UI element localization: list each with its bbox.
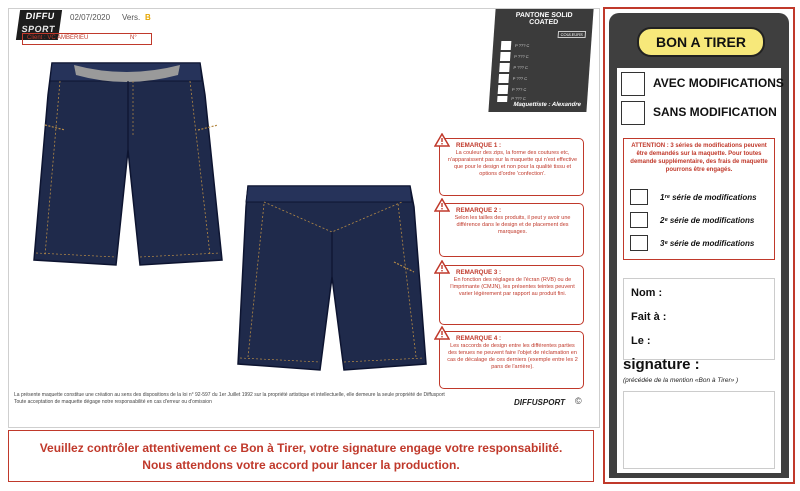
- attention-box: [623, 138, 775, 260]
- pantone-swatch: [500, 52, 511, 61]
- pantone-swatch: [497, 96, 507, 102]
- remark-body: Selon les tailles des produits, il peut y avoir une différence dans le design et de placement des marquages.: [454, 215, 571, 235]
- attention-text: ATTENTION : 3 séries de modifications peuvent être demandés sur la maquette. Pour toutes demande supplémentaire, des frais de maquette pourrons être engagés.: [630, 143, 768, 173]
- panel-background: [609, 13, 789, 478]
- remark-body: Les raccords de design entre les différentes parties des tenues ne peuvent faire l'objet de réclamation en cas de décalage de ces derniers (exemple entre les 2 pans de l'arrière).: [447, 343, 578, 370]
- date-label: Le :: [631, 335, 651, 347]
- series-1-checkbox[interactable]: [630, 189, 648, 205]
- diffusport-logo: DIFFU SPORT: [16, 10, 62, 40]
- remark-title: REMARQUE 2 :: [456, 207, 502, 214]
- remark-title: REMARQUE 4 :: [456, 335, 502, 342]
- pantone-title: PANTONE SOLID COATED: [515, 12, 573, 26]
- pantone-swatch: [498, 74, 509, 83]
- pantone-swatch-label: P ??? C: [514, 54, 529, 59]
- approval-form: [617, 68, 784, 473]
- pantone-box: [488, 9, 593, 112]
- without-modification-label: SANS MODIFICATION: [653, 105, 777, 119]
- pantone-swatch-label: P ??? C: [511, 96, 526, 101]
- copyright-symbol: ©: [575, 396, 582, 406]
- remark-body: La couleur des zips, la forme des coutures etc, n'apparaissent pas sur la maquette qui n'est effective que pour le design et non pour la qualité tissu et options d'ordre 'confection'.: [447, 150, 578, 177]
- remark-title: REMARQUE 1 :: [456, 142, 502, 149]
- warning-icon: [434, 260, 450, 274]
- bon-a-tirer-title: BON A TIRER: [637, 27, 765, 57]
- banner-line-1: Veuillez contrôler attentivement ce Bon à Tirer, votre signature engage votre responsabilité.: [39, 441, 563, 455]
- signature-note: (précédée de la mention «Bon à Tirer» ): [623, 377, 739, 384]
- pantone-swatch-label: P ??? C: [512, 76, 528, 81]
- series-2-checkbox[interactable]: [630, 212, 648, 228]
- bon-a-tirer-panel: [603, 7, 795, 484]
- series-1-label: 1ʳᵉ série de modifications: [660, 193, 757, 202]
- pantone-swatch: [498, 85, 509, 94]
- remark-title: REMARQUE 3 :: [456, 269, 502, 276]
- designer-label: Maquettiste : Alexandre: [513, 102, 582, 108]
- pantone-subtitle: COULEURS: [557, 31, 586, 38]
- client-label: Client : VC AMBERIEU: [27, 35, 89, 41]
- remark-box-4: [439, 331, 584, 389]
- series-3-label: 3ᵉ série de modifications: [660, 239, 755, 248]
- version-value: B: [145, 13, 151, 22]
- warning-icon: [434, 198, 450, 212]
- name-label: Nom :: [631, 287, 663, 299]
- legal-line-1: La présente maquette constitue une création au sens des dispositions de la loi n° 92-597 du 1er Juillet 1992 sur la propriété artistique et intellectuelle, elle demeure la seule propriété de Diffusport: [14, 392, 445, 398]
- remark-body: En fonction des réglages de l'écran (RVB) ou de l'imprimante (CMJN), les présentes teintes peuvent varier légèrement par rapport au produit fini.: [450, 277, 575, 297]
- shorts-back-illustration: [234, 182, 429, 377]
- without-modification-checkbox[interactable]: [621, 101, 645, 125]
- remark-box-1: [439, 138, 584, 196]
- series-3-checkbox[interactable]: [630, 235, 648, 251]
- legal-notice: [14, 392, 554, 406]
- place-label: Fait à :: [631, 311, 667, 323]
- pantone-swatch: [501, 41, 512, 50]
- warning-icon: [434, 133, 450, 147]
- signature-title: signature :: [623, 356, 700, 373]
- remark-box-3: [439, 265, 584, 325]
- legal-line-2: Toute acceptation de maquette dégage notre responsabilité en cas d'erreur ou d'omission: [14, 399, 212, 405]
- pantone-swatch-label: P ??? C: [511, 87, 527, 92]
- version-label: Vers.: [122, 13, 141, 22]
- signature-field[interactable]: [623, 391, 775, 469]
- responsibility-banner: [8, 430, 594, 482]
- remark-box-2: [439, 203, 584, 257]
- mockup-date: 02/07/2020: [70, 13, 111, 22]
- with-modifications-label: AVEC MODIFICATIONS: [653, 76, 784, 90]
- shorts-front-illustration: [30, 55, 225, 270]
- with-modifications-checkbox[interactable]: [621, 72, 645, 96]
- client-number-label: N°: [130, 35, 137, 41]
- pantone-swatch: [499, 63, 510, 72]
- signer-info-box: [623, 278, 775, 360]
- banner-line-2: Nous attendons votre accord pour lancer la production.: [142, 458, 460, 472]
- pantone-swatch-label: P ??? C: [513, 65, 529, 70]
- brand-label: DIFFUSPORT: [514, 398, 565, 407]
- pantone-swatch-label: P ??? C: [514, 43, 530, 48]
- series-2-label: 2ᵉ série de modifications: [660, 216, 755, 225]
- warning-icon: [434, 326, 450, 340]
